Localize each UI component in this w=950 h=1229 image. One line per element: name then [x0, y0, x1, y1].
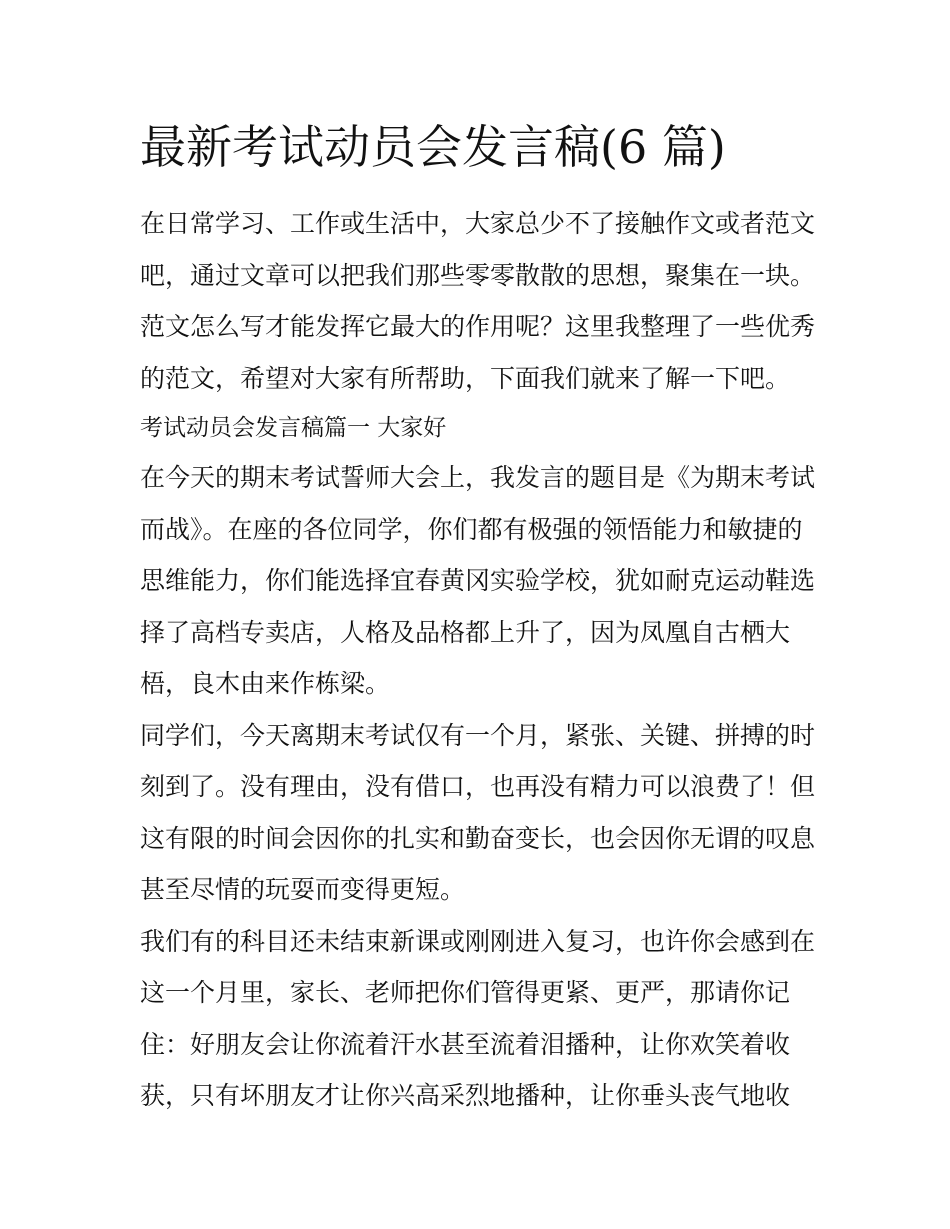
- body-line: 这有限的时间会因你的扎实和勤奋变长，也会因你无谓的叹息: [140, 823, 816, 853]
- body-line: 获，只有坏朋友才让你兴高采烈地播种，让你垂头丧气地收: [140, 1081, 791, 1110]
- body-line: 梧，良木由来作栋梁。: [140, 669, 391, 698]
- document-title: 最新考试动员会发言稿(6 篇): [140, 120, 726, 174]
- section-heading: 考试动员会发言稿篇一 大家好: [140, 415, 447, 441]
- body-line: 的范文，希望对大家有所帮助，下面我们就来了解一下吧。: [140, 363, 791, 393]
- document-body: [140, 198, 820, 1122]
- body-line: 刻到了。没有理由，没有借口，也再没有精力可以浪费了！但: [140, 772, 816, 801]
- body-line: 住：好朋友会让你流着汗水甚至流着泪播种，让你欢笑着收: [140, 1029, 791, 1059]
- body-line: 同学们，今天离期末考试仅有一个月，紧张、关键、拼搏的时: [140, 720, 816, 750]
- body-line: 范文怎么写才能发挥它最大的作用呢？这里我整理了一些优秀: [140, 312, 816, 341]
- body-line: 而战》。在座的各位同学，你们都有极强的领悟能力和敏捷的: [140, 514, 803, 544]
- body-line: 甚至尽情的玩耍而变得更短。: [140, 875, 466, 904]
- body-line: 在日常学习、工作或生活中，大家总少不了接触作文或者范文: [140, 209, 816, 238]
- body-line: 吧，通过文章可以把我们那些零零散散的思想，聚集在一块。: [140, 260, 816, 290]
- body-line: 这一个月里，家长、老师把你们管得更紧、更严，那请你记: [140, 978, 791, 1007]
- body-line: 在今天的期末考试誓师大会上，我发言的题目是《为期末考试: [140, 463, 816, 492]
- body-line: 我们有的科目还未结束新课或刚刚进入复习，也许你会感到在: [140, 926, 816, 956]
- body-line: 思维能力，你们能选择宜春黄冈实验学校，犹如耐克运动鞋选: [140, 566, 816, 595]
- body-line: 择了高档专卖店，人格及品格都上升了，因为凤凰自古栖大: [140, 617, 791, 647]
